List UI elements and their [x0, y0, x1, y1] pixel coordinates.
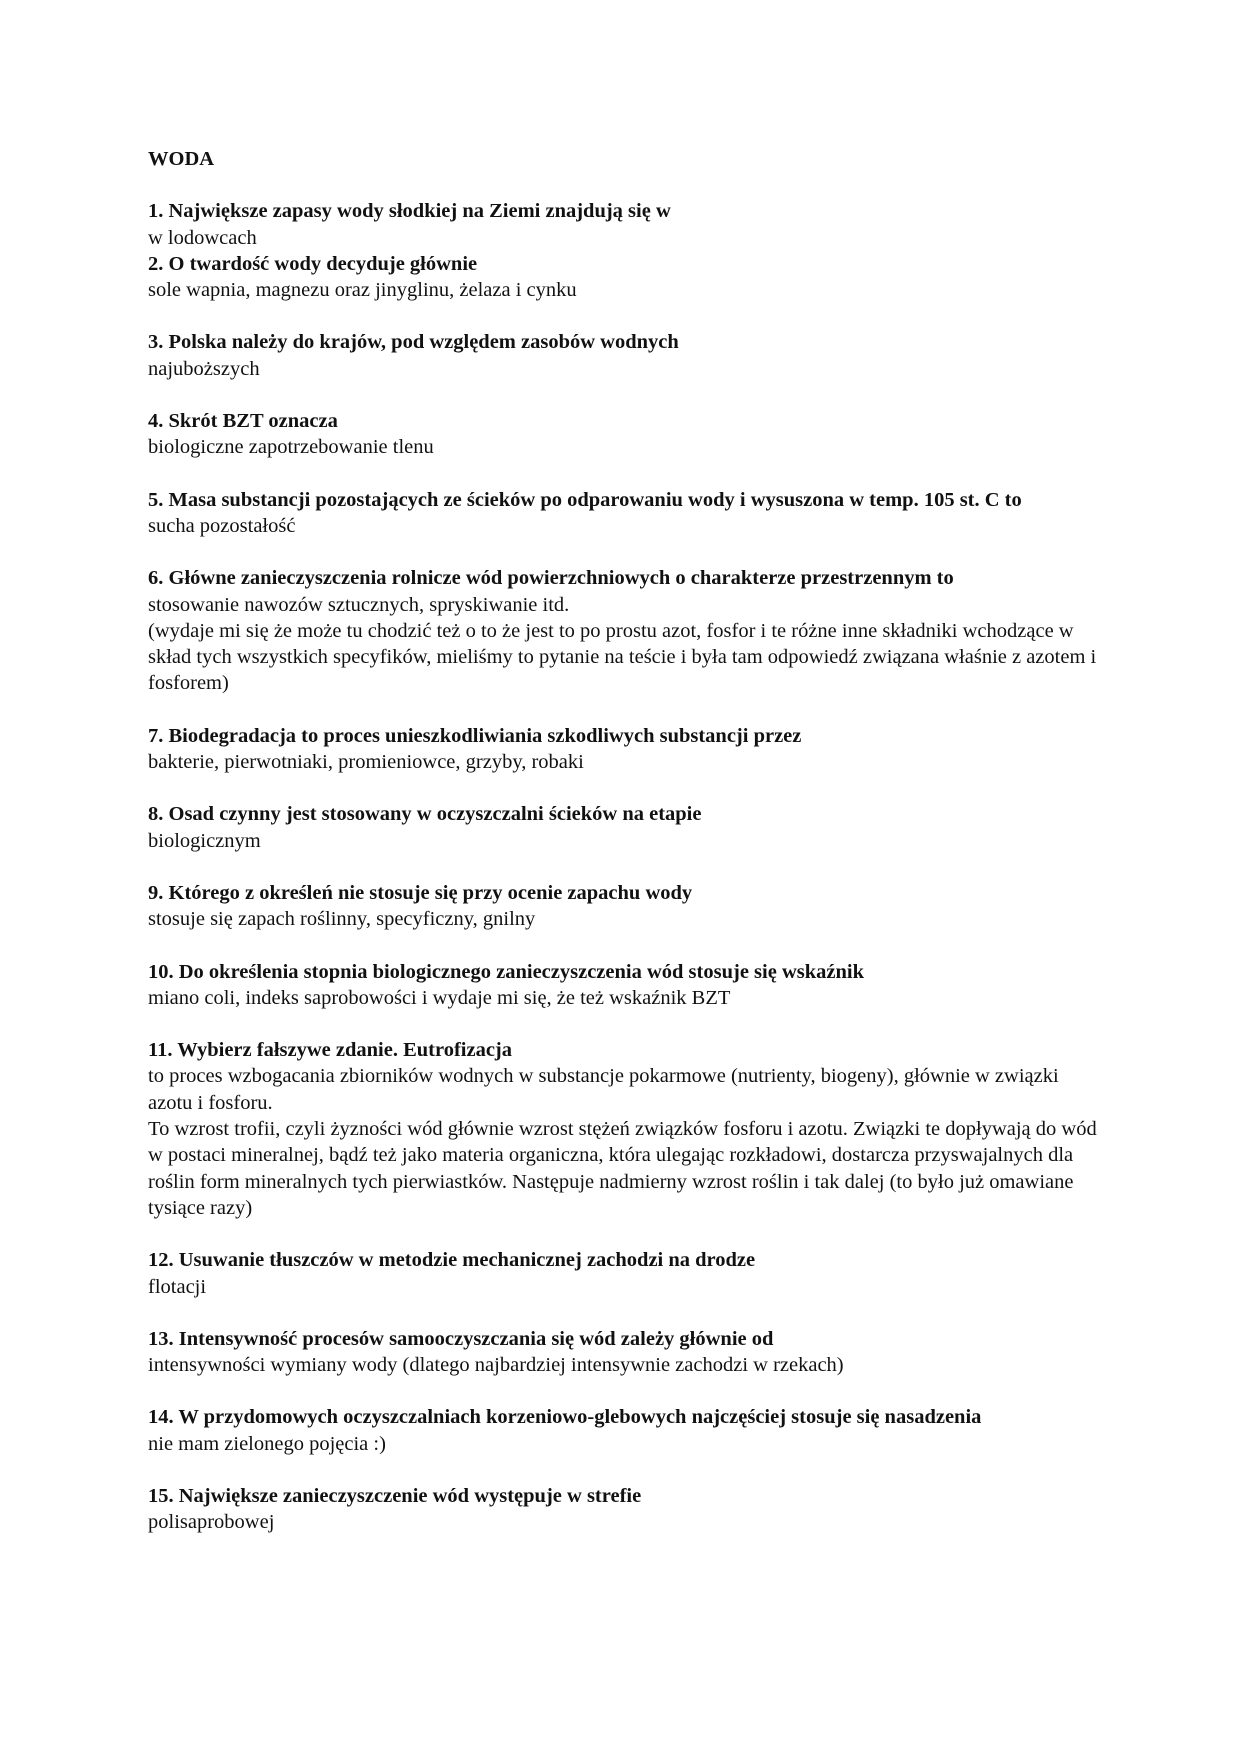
answer-text: miano coli, indeks saprobowości i wydaje mi się, że też wskaźnik BZT	[148, 986, 731, 1009]
document-page	[148, 146, 1108, 1536]
question-item	[148, 801, 1108, 854]
question-item	[148, 487, 1108, 540]
question-text: 4. Skrót BZT oznacza	[148, 410, 338, 433]
question-item	[148, 251, 1108, 304]
question-text: 5. Masa substancji pozostających ze ścieków po odparowaniu wody i wysuszona w temp. 105 st. C to	[148, 488, 1022, 511]
question-item	[148, 880, 1108, 933]
answer-text: nie mam zielonego pojęcia :)	[148, 1432, 386, 1455]
question-text: 3. Polska należy do krajów, pod względem zasobów wodnych	[148, 331, 679, 354]
answer-text: biologicznym	[148, 829, 261, 852]
question-text: 13. Intensywność procesów samooczyszczania się wód zależy głównie od	[148, 1327, 774, 1350]
question-item	[148, 1247, 1108, 1300]
question-text: 9. Którego z określeń nie stosuje się przy ocenie zapachu wody	[148, 881, 693, 904]
answer-text: bakterie, pierwotniaki, promieniowce, grzyby, robaki	[148, 751, 584, 774]
answer-text: polisaprobowej	[148, 1511, 275, 1534]
question-item	[148, 1037, 1108, 1221]
answer-text: stosuje się zapach roślinny, specyficzny, gnilny	[148, 908, 536, 931]
question-text: 2. O twardość wody decyduje głównie	[148, 252, 478, 275]
question-text: 7. Biodegradacja to proces unieszkodliwiania szkodliwych substancji przez	[148, 724, 802, 747]
question-item	[148, 1326, 1108, 1379]
question-item	[148, 959, 1108, 1012]
question-item	[148, 1483, 1108, 1536]
answer-text: intensywności wymiany wody (dlatego najbardziej intensywnie zachodzi w rzekach)	[148, 1354, 844, 1377]
question-item	[148, 1404, 1108, 1457]
question-item	[148, 198, 1108, 251]
question-text: 6. Główne zanieczyszczenia rolnicze wód powierzchniowych o charakterze przestrzennym to	[148, 567, 954, 590]
answer-text: w lodowcach	[148, 226, 257, 249]
question-text: 1. Największe zapasy wody słodkiej na Ziemi znajdują się w	[148, 200, 671, 223]
document-title: WODA	[148, 148, 215, 170]
question-text: 8. Osad czynny jest stosowany w oczyszczalni ścieków na etapie	[148, 803, 702, 826]
answer-text: sucha pozostałość	[148, 514, 296, 537]
question-item	[148, 329, 1108, 382]
question-text: 15. Największe zanieczyszczenie wód występuje w strefie	[148, 1484, 642, 1507]
question-item	[148, 723, 1108, 776]
question-text: 14. W przydomowych oczyszczalniach korzeniowo-glebowych najczęściej stosuje się nasadzenia	[148, 1406, 982, 1429]
question-text: 10. Do określenia stopnia biologicznego zanieczyszczenia wód stosuje się wskaźnik	[148, 960, 864, 983]
question-text: 12. Usuwanie tłuszczów w metodzie mechanicznej zachodzi na drodze	[148, 1249, 756, 1272]
answer-text: sole wapnia, magnezu oraz jinyglinu, żelaza i cynku	[148, 279, 577, 302]
question-text: 11. Wybierz fałszywe zdanie. Eutrofizacja	[148, 1039, 513, 1062]
question-item	[148, 408, 1108, 461]
answer-text: flotacji	[148, 1275, 207, 1298]
answer-text: biologiczne zapotrzebowanie tlenu	[148, 436, 434, 459]
question-item	[148, 565, 1108, 696]
answer-text: stosowanie nawozów sztucznych, spryskiwanie itd. (wydaje mi się że może tu chodzić też o to że jest to po prostu azot, fosfor i te różne inne składniki wchodzące w skład tych wszystkich specyfików, mieliśmy to pytanie na teście i była tam odpowiedź związana właśnie z azotem i fosforem)	[148, 593, 1097, 695]
answer-text: to proces wzbogacania zbiorników wodnych w substancje pokarmowe (nutrienty, biogeny), głównie w związki azotu i fosforu. To wzrost trofii, czyli żyzności wód głównie wzrost stężeń związków fosforu i azotu. Związki te dopływają do wód w postaci mineralnej, bądź też jako materia organiczna, która ulegając rozkładowi, dostarcza przyswajalnych dla roślin form mineralnych tych pierwiastków. Następuje nadmierny wzrost roślin i tak dalej (to było już omawiane tysiące razy)	[148, 1065, 1097, 1219]
answer-text: najuboższych	[148, 357, 260, 380]
